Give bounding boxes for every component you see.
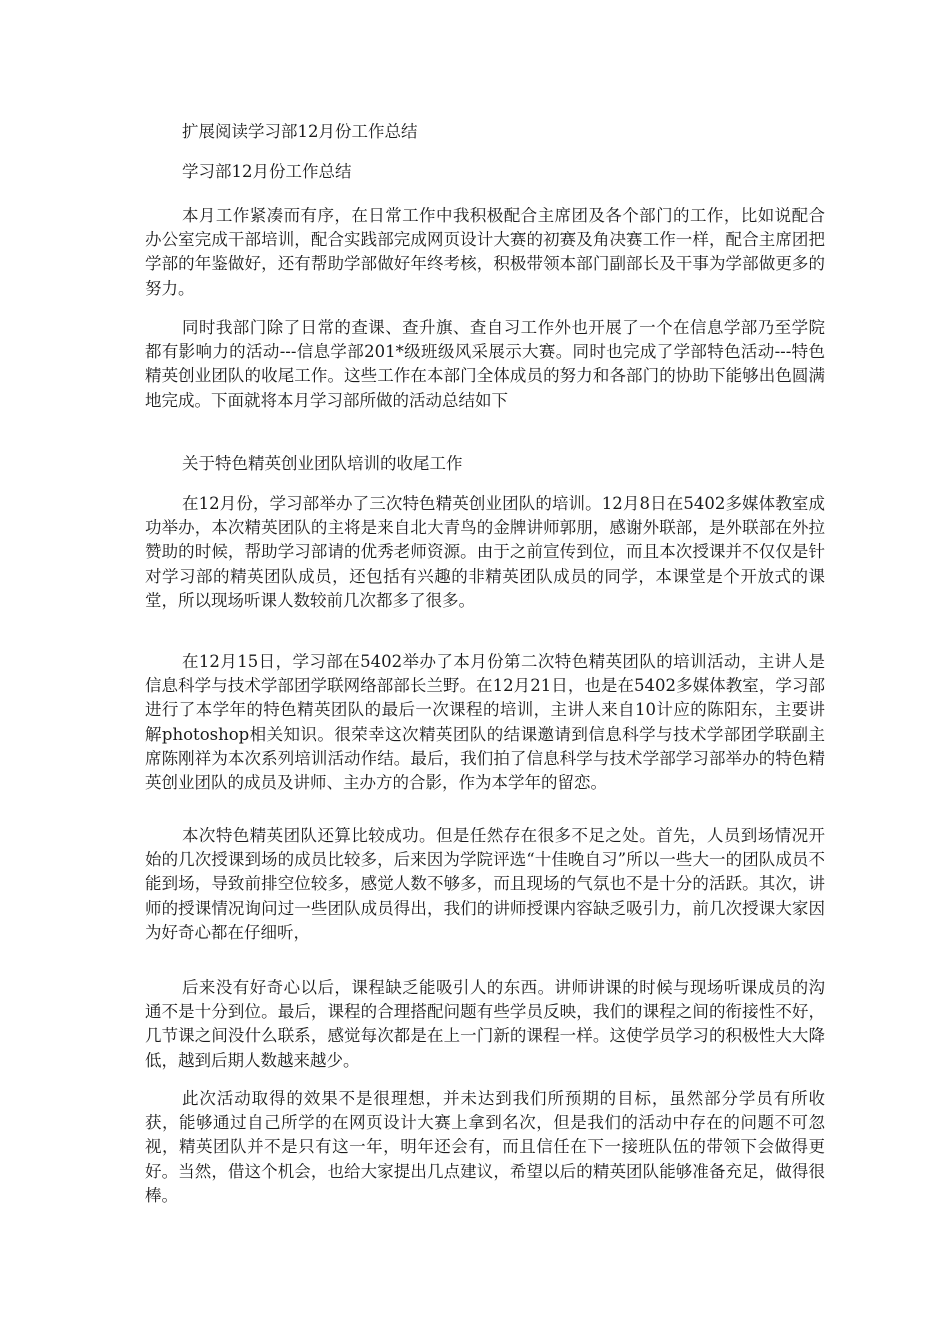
paragraph-evaluation: 本次特色精英团队还算比较成功。但是任然存在很多不足之处。首先，人员到场情况开始的几次授课到场的成员比较多，后来因为学院评选“十佳晚自习”所以一些大一的团队成员不能到场，导致前排空位较多，感觉人数不够多，而且现场的气氛也不是十分的活跃。其次，讲师的授课情况询问过一些团队成员得出，我们的讲师授课内容缺乏吸引力，前几次授课大家因为好奇心都在仔细听， — [145, 826, 825, 942]
paragraph-conclusion: 此次活动取得的效果不是很理想，并未达到我们所预期的目标，虽然部分学员有所收获，能够通过自己所学的在网页设计大赛上拿到名次，但是我们的活动中存在的问题不可忽视，精英团队并不是只有这一年，明年还会有，而且信任在下一接班队伍的带领下会做得更好。当然，借这个机会，也给大家提出几点建议，希望以后的精英团队能够准备充足，做得很棒。 — [145, 1089, 825, 1205]
paragraph-training-first: 在12月份，学习部举办了三次特色精英创业团队的培训。12月8日在5402多媒体教室成功举办，本次精英团队的主将是来自北大青鸟的金牌讲师郭朋，感谢外联部，是外联部在外拉赞助的时候，帮助学习部请的优秀老师资源。由于之前宣传到位，而且本次授课并不仅仅是针对学习部的精英团队成员，还包括有兴趣的非精英团队成员的同学，本课堂是个开放式的课堂，所以现场听课人数较前几次都多了很多。 — [145, 494, 825, 610]
paragraph-intro: 本月工作紧凑而有序，在日常工作中我积极配合主席团及各个部门的工作，比如说配合办公室完成干部培训，配合实践部完成网页设计大赛的初赛及角决赛工作一样，配合主席团把学部的年鉴做好，还有帮助学部做好年终考核，积极带领本部门副部长及干事为学部做更多的努力。 — [145, 206, 825, 298]
document-title: 扩展阅读学习部12月份工作总结 — [182, 122, 418, 141]
paragraph-training-second: 在12月15日，学习部在5402举办了本月份第二次特色精英团队的培训活动，主讲人是信息科学与技术学部团学联网络部部长兰野。在12月21日，也是在5402多媒体教室，学习部进行了本学年的特色精英团队的最后一次课程的培训，主讲人来自10计应的陈阳东，主要讲解photoshop相关知识。很荣幸这次精英团队的结课邀请到信息科学与技术学部团学联副主席陈刚祥为本次系列培训活动作结。最后，我们拍了信息科学与技术学部学习部举办的特色精英创业团队的成员及讲师、主办方的合影，作为本学年的留恋。 — [145, 652, 825, 793]
document-subtitle: 学习部12月份工作总结 — [182, 162, 352, 181]
section-heading: 关于特色精英创业团队培训的收尾工作 — [182, 454, 463, 473]
paragraph-activities: 同时我部门除了日常的查课、查升旗、查自习工作外也开展了一个在信息学部乃至学院都有影响力的活动---信息学部201*级班级风采展示大赛。同时也完成了学部特色活动---特色精英创业团队的收尾工作。这些工作在本部门全体成员的努力和各部门的协助下能够出色圆满地完成。下面就将本月学习部所做的活动总结如下 — [145, 318, 825, 410]
paragraph-evaluation-continued: 后来没有好奇心以后，课程缺乏能吸引人的东西。讲师讲课的时候与现场听课成员的沟通不是十分到位。最后，课程的合理搭配问题有些学员反映，我们的课程之间的衔接性不好，几节课之间没什么联系，感觉每次都是在上一门新的课程一样。这使学员学习的积极性大大降低，越到后期人数越来越少。 — [145, 978, 825, 1070]
